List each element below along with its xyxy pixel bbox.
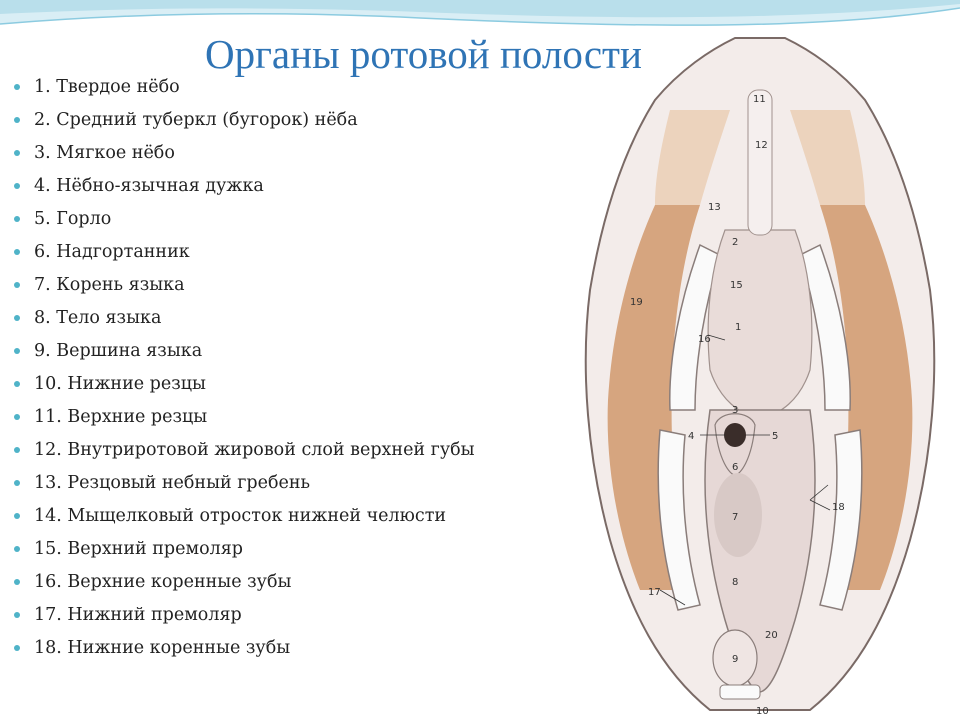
- list-item: [14, 307, 514, 329]
- list-item: [14, 538, 514, 560]
- figure-label-1: 1: [735, 322, 742, 333]
- list-item: [14, 142, 514, 164]
- bullet-icon: [14, 249, 20, 255]
- bullet-icon: [14, 480, 20, 486]
- list-item-text: 8. Тело языка: [34, 308, 162, 328]
- figure-label-8: 8: [732, 577, 739, 588]
- figure-label-12: 12: [755, 140, 768, 151]
- oral-cavity-illustration: [560, 30, 960, 720]
- figure-label-17: 17: [648, 587, 661, 598]
- bullet-icon: [14, 348, 20, 354]
- list-item-text: 4. Нёбно-язычная дужка: [34, 176, 264, 196]
- figure-label-4: 4: [688, 431, 695, 442]
- bullet-icon: [14, 84, 20, 90]
- list-item: [14, 604, 514, 626]
- list-item-text: 9. Вершина языка: [34, 341, 203, 361]
- list-item-text: 15. Верхний премоляр: [34, 539, 243, 559]
- throat: [724, 423, 746, 447]
- figure-label-10: 10: [756, 706, 769, 717]
- bullet-icon: [14, 315, 20, 321]
- list-item-text: 18. Нижние коренные зубы: [34, 638, 291, 658]
- list-item-text: 7. Корень языка: [34, 275, 185, 295]
- bullet-icon: [14, 645, 20, 651]
- bullet-icon: [14, 612, 20, 618]
- list-item: [14, 241, 514, 263]
- figure-label-18: 18: [832, 502, 845, 513]
- figure-label-7: 7: [732, 512, 739, 523]
- page-title: Органы ротовой полости: [205, 31, 642, 77]
- bullet-icon: [14, 117, 20, 123]
- bullet-icon: [14, 381, 20, 387]
- list-item: [14, 340, 514, 362]
- list-item: [14, 274, 514, 296]
- figure-label-15: 15: [730, 280, 743, 291]
- bullet-icon: [14, 282, 20, 288]
- bullet-icon: [14, 183, 20, 189]
- list-item: [14, 571, 514, 593]
- list-item: [14, 76, 514, 98]
- list-item-text: 3. Мягкое нёбо: [34, 143, 175, 163]
- list-item: [14, 637, 514, 659]
- list-item-text: 17. Нижний премоляр: [34, 605, 242, 625]
- list-item: [14, 505, 514, 527]
- list-item: [14, 439, 514, 461]
- figure-label-19: 19: [630, 297, 643, 308]
- bullet-icon: [14, 216, 20, 222]
- figure-label-16: 16: [698, 334, 711, 345]
- palatal-ridge: [748, 90, 772, 235]
- list-item: [14, 472, 514, 494]
- figure-label-6: 6: [732, 462, 739, 473]
- list-item: [14, 406, 514, 428]
- list-item: [14, 175, 514, 197]
- bullet-icon: [14, 513, 20, 519]
- bullet-icon: [14, 150, 20, 156]
- organ-list: [14, 76, 514, 670]
- figure-label-3: 3: [732, 405, 739, 416]
- hard-palate: [708, 230, 812, 418]
- list-item-text: 11. Верхние резцы: [34, 407, 208, 427]
- bullet-icon: [14, 414, 20, 420]
- bullet-icon: [14, 447, 20, 453]
- list-item-text: 14. Мыщелковый отросток нижней челюсти: [34, 506, 447, 526]
- figure-label-5: 5: [772, 431, 779, 442]
- list-item: [14, 208, 514, 230]
- list-item-text: 2. Средний туберкл (бугорок) нёба: [34, 110, 358, 130]
- list-item: [14, 109, 514, 131]
- list-item-text: 16. Верхние коренные зубы: [34, 572, 292, 592]
- figure-label-20: 20: [765, 630, 778, 641]
- oral-cavity-diagram: [560, 30, 960, 720]
- list-item: [14, 373, 514, 395]
- bullet-icon: [14, 579, 20, 585]
- list-item-text: 12. Внутриротовой жировой слой верхней губы: [34, 440, 475, 460]
- bullet-icon: [14, 546, 20, 552]
- list-item-text: 5. Горло: [34, 209, 112, 229]
- list-item-text: 10. Нижние резцы: [34, 374, 206, 394]
- lower-incisors: [720, 685, 760, 699]
- figure-label-9: 9: [732, 654, 739, 665]
- figure-label-2: 2: [732, 237, 739, 248]
- list-item-text: 13. Резцовый небный гребень: [34, 473, 311, 493]
- figure-label-13: 13: [708, 202, 721, 213]
- list-item-text: 6. Надгортанник: [34, 242, 190, 262]
- list-item-text: 1. Твердое нёбо: [34, 77, 180, 97]
- figure-label-11: 11: [753, 94, 766, 105]
